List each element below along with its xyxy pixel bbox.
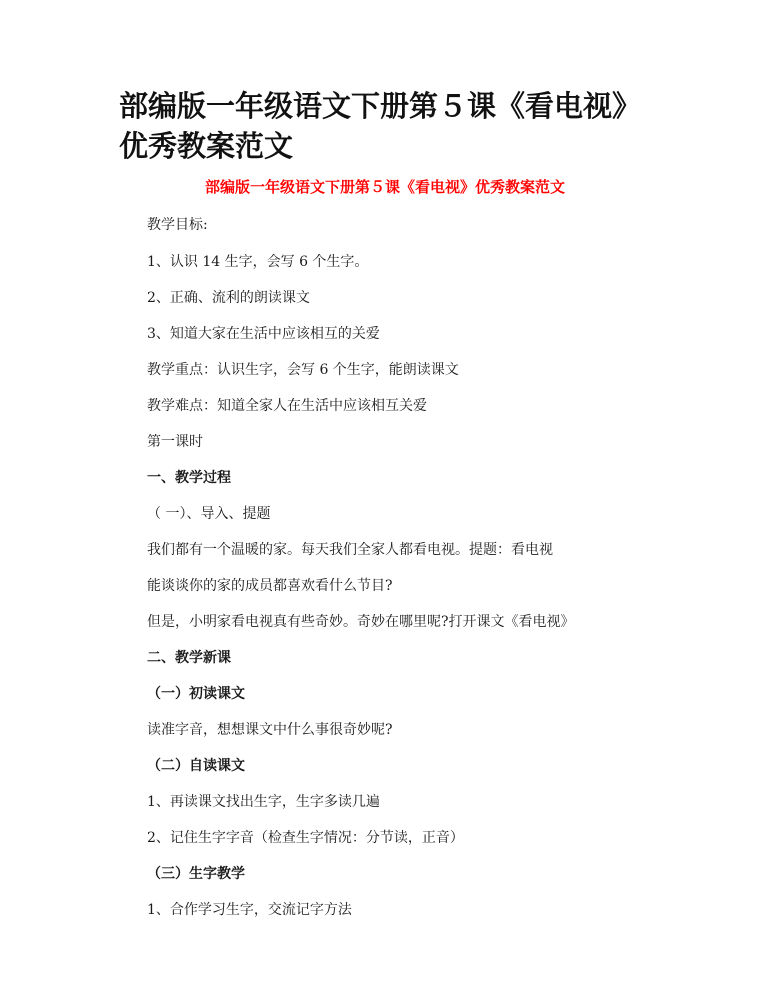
body-line-key-points: 教学重点：认识生字，会写 6 个生字，能朗读课文 — [147, 362, 459, 378]
body-line-objectives-heading: 教学目标: — [147, 217, 208, 233]
section-heading-new-lesson: 二、教学新课 — [147, 650, 231, 666]
body-line-warm-home: 我们都有一个温暖的家。每天我们全家人都看电视。提题：看电视 — [147, 542, 553, 558]
subsection-heading-character-teaching: （三）生字教学 — [147, 866, 245, 882]
body-line-objective-2: 2、正确、流利的朗读课文 — [147, 290, 310, 306]
body-line-intro: （ 一）、导入、提题 — [147, 506, 271, 522]
body-line-read-pronunciation: 读准字音，想想课文中什么事很奇妙呢? — [147, 722, 393, 738]
body-line-objective-3: 3、知道大家在生活中应该相互的关爱 — [147, 326, 380, 342]
body-line-first-lesson: 第一课时 — [147, 434, 203, 450]
document-title: 部编版一年级语文下册第５课《看电视》优秀教案范文 — [119, 89, 627, 163]
body-line-find-characters: 1、再读课文找出生字，生字多读几遍 — [147, 794, 380, 810]
body-line-family-programs: 能谈谈你的家的成员都喜欢看什么节目? — [147, 578, 393, 594]
body-line-difficulties: 教学难点：知道全家人在生活中应该相互关爱 — [147, 398, 427, 414]
body-line-wonder: 但是，小明家看电视真有些奇妙。奇妙在哪里呢?打开课文《看电视》 — [147, 614, 575, 630]
body-line-remember-sounds: 2、记住生字字音（检查生字情况：分节读，正音） — [147, 830, 464, 846]
section-heading-teaching-process: 一、教学过程 — [147, 470, 231, 486]
subsection-heading-first-reading: （一）初读课文 — [147, 686, 245, 702]
document-subtitle: 部编版一年级语文下册第５课《看电视》优秀教案范文 — [204, 178, 565, 196]
body-line-cooperative-learning: 1、合作学习生字，交流记字方法 — [147, 902, 352, 918]
subsection-heading-self-reading: （二）自读课文 — [147, 758, 245, 774]
body-line-objective-1: 1、认识 14 生字，会写 6 个生字。 — [147, 254, 369, 270]
